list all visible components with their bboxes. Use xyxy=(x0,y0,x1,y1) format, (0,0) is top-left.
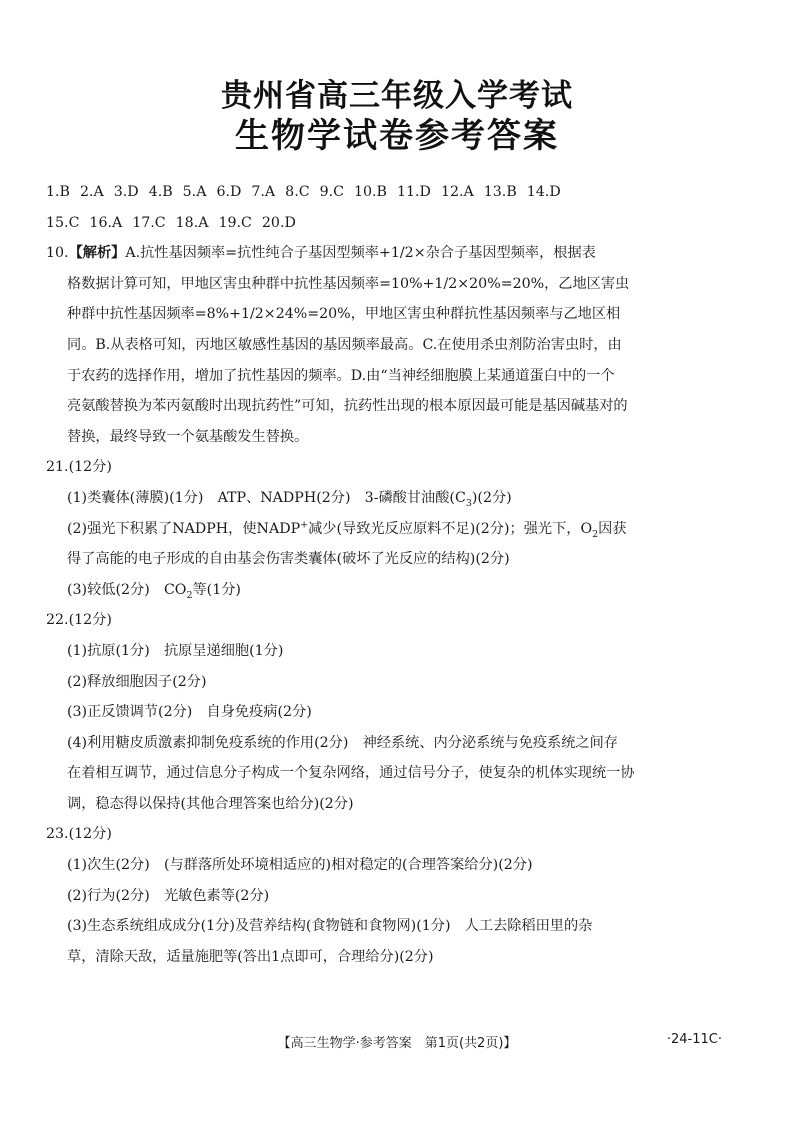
q21-p3-subscript: 2 xyxy=(186,589,193,601)
exam-subtitle: 生物学试卷参考答案 xyxy=(235,116,559,156)
q21-part-2-cont: 得了高能的电子形成的自由基会伤害类囊体(破坏了光反应的结构)(2分) xyxy=(67,551,510,568)
q10-line-2: 格数据计算可知，甲地区害虫种群中抗性基因频率=10%+1/2×20%=20%，乙地区害虫 xyxy=(67,275,630,292)
choice-answer: 12.A xyxy=(440,184,474,200)
q23-part-2: (2)行为(2分) 光敏色素等(2分) xyxy=(67,887,270,904)
q21-p3-text-end: 等(1分) xyxy=(192,581,241,598)
q23-part-3-cont: 草，清除天敌，适量施肥等(答出1点即可，合理给分)(2分) xyxy=(67,948,434,965)
answer-content xyxy=(46,177,748,972)
choice-answer: 15.C xyxy=(46,214,80,231)
q10-number: 10. xyxy=(46,245,69,262)
q10-line-3: 种群中抗性基因频率=8%+1/2×24%=20%，甲地区害虫种群抗性基因频率与乙地区相 xyxy=(67,306,621,323)
page-footer xyxy=(0,1032,794,1052)
q10-line-5: 于农药的选择作用，增加了抗性基因的频率。D.由“当神经细胞膜上某通道蛋白中的一个 xyxy=(67,367,615,384)
footer-exam-code: ·24-11C· xyxy=(666,1032,722,1047)
q10-line-4: 同。B.从表格可知，丙地区敏感性基因的基因频率最高。C.在使用杀虫剂防治害虫时，由 xyxy=(67,336,622,353)
q22-heading: 22.(12分) xyxy=(46,612,112,629)
choice-answer: 14.D xyxy=(526,184,561,200)
choice-answers-row-2 xyxy=(46,208,748,239)
q21-p1-text-end: )(2分) xyxy=(471,489,512,506)
choice-answer: 17.C xyxy=(132,214,166,231)
q21-p2-subscript: 2 xyxy=(592,528,599,540)
choice-answer: 7.A xyxy=(251,184,276,200)
q23-part-1: (1)次生(2分) (与群落所处环境相适应的)相对稳定的(合理答案给分)(2分) xyxy=(67,857,533,874)
q22-part-4-cont-1: 在着相互调节，通过信息分子构成一个复杂网络，通过信号分子，使复杂的机体实现统一协 xyxy=(67,765,635,782)
choice-answer: 4.B xyxy=(148,184,173,200)
choice-answer: 19.C xyxy=(218,214,252,231)
choice-answer: 11.D xyxy=(396,184,431,200)
q21-part-1 xyxy=(46,483,748,514)
q10-text: A.抗性基因频率=抗性纯合子基因型频率+1/2×杂合子基因型频率，根据表 xyxy=(125,245,596,262)
q22-part-3: (3)正反馈调节(2分) 自身免疫病(2分) xyxy=(67,704,312,721)
q22-part-4-cont-2: 调，稳态得以保持(其他合理答案也给分)(2分) xyxy=(67,795,354,812)
choice-answer: 1.B xyxy=(46,184,70,200)
q21-part-2 xyxy=(46,514,748,545)
q10-line-1 xyxy=(46,238,748,269)
choice-answer: 6.D xyxy=(216,184,242,200)
choice-answer: 16.A xyxy=(89,214,123,231)
q21-heading: 21.(12分) xyxy=(46,459,112,476)
choice-answer: 5.A xyxy=(182,184,207,200)
q23-heading: 23.(12分) xyxy=(46,826,112,843)
choice-answer: 3.D xyxy=(113,184,139,200)
q21-p1-text: (1)类囊体(薄膜)(1分) ATP、NADPH(2分) 3-磷酸甘油酸(C xyxy=(67,489,466,506)
q22-part-4: (4)利用糖皮质激素抑制免疫系统的作用(2分) 神经系统、内分泌系统与免疫系统之间存 xyxy=(67,734,618,751)
choice-answer: 13.B xyxy=(483,184,517,200)
q22-part-1: (1)抗原(1分) 抗原呈递细胞(1分) xyxy=(67,642,284,659)
q21-p3-text: (3)较低(2分) CO xyxy=(67,581,187,598)
q21-p2-superscript: + xyxy=(300,518,309,530)
exam-title: 贵州省高三年级入学考试 xyxy=(221,78,573,114)
choice-answer: 2.A xyxy=(79,184,104,200)
q21-part-3 xyxy=(46,575,748,606)
q22-part-2: (2)释放细胞因子(2分) xyxy=(67,673,207,690)
q10-analysis-tag: 【解析】 xyxy=(68,245,126,262)
choice-answer: 10.B xyxy=(353,184,387,200)
q23-part-3: (3)生态系统组成成分(1分)及营养结构(食物链和食物网)(1分) 人工去除稻田里的杂 xyxy=(67,918,593,935)
q21-p2-text-mid: 减少(导致光反应原料不足)(2分)；强光下，O xyxy=(308,520,593,537)
q21-p2-text-end: 因获 xyxy=(598,520,627,537)
choice-answer: 20.D xyxy=(261,214,296,231)
q10-line-6: 亮氨酸替换为苯丙氨酸时出现抗药性”可知，抗药性出现的根本原因最可能是基因碱基对的 xyxy=(67,398,628,415)
footer-page-info: 【高三生物学·参考答案 第1页(共2页)】 xyxy=(277,1036,517,1051)
choice-answer: 9.C xyxy=(319,184,344,200)
q21-p1-subscript: 3 xyxy=(465,497,472,509)
choice-answers-row-1 xyxy=(46,177,748,208)
q10-line-7: 替换，最终导致一个氨基酸发生替换。 xyxy=(67,428,309,445)
choice-answer: 8.C xyxy=(285,184,310,200)
choice-answer: 18.A xyxy=(175,214,209,231)
q21-p2-text: (2)强光下积累了NADPH，使NADP xyxy=(67,520,301,537)
